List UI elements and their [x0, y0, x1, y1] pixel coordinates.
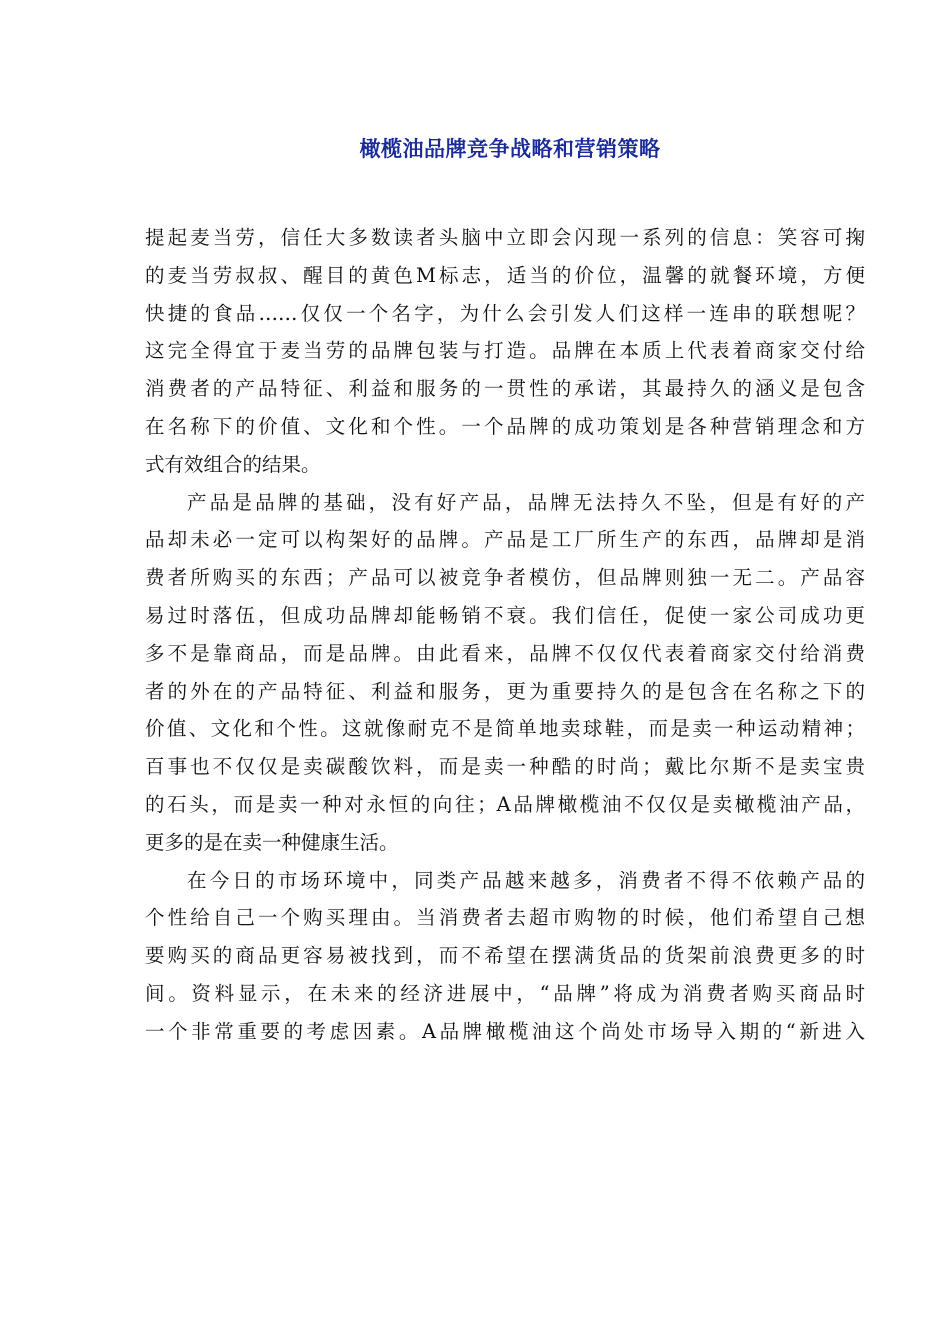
text-line: 费者所购买的东西；产品可以被竞争者模仿，但品牌则独一无二。产品容 [145, 566, 865, 590]
text-line: 消费者的产品特征、利益和服务的一贯性的承诺，其最持久的涵义是包含 [145, 377, 865, 401]
text-line: 提起麦当劳，信任大多数读者头脑中立即会闪现一系列的信息：笑容可掬 [145, 226, 865, 249]
text-line: 间。资料显示，在未来的经济进展中，“品牌”将成为消费者购买商品时 [145, 981, 865, 1005]
text-line: 更多的是在卖一种健康生活。 [145, 830, 399, 854]
text-line: 快捷的食品……仅仅一个名字，为什么会引发人们这样一连串的联想呢？ [145, 301, 865, 325]
text-line: 要购买的商品更容易被找到，而不希望在摆满货品的货架前浪费更多的时 [145, 944, 865, 968]
text-line: 易过时落伍，但成功品牌却能畅销不衰。我们信任，促使一家公司成功更 [145, 603, 865, 627]
text-line: 的麦当劳叔叔、醒目的黄色M标志，适当的价位，温馨的就餐环境，方便 [145, 263, 865, 287]
text-line: 一个非常重要的考虑因素。A品牌橄榄油这个尚处市场导入期的“新进入 [145, 1019, 865, 1043]
text-line: 产品是品牌的基础，没有好产品，品牌无法持久不坠，但是有好的产 [187, 490, 865, 514]
text-line: 者的外在的产品特征、利益和服务，更为重要持久的是包含在名称之下的 [145, 679, 865, 703]
document-body [145, 219, 865, 1051]
document-title: 橄榄油品牌竞争战略和营销策略 [359, 137, 661, 161]
text-line: 多不是靠商品，而是品牌。由此看来，品牌不仅仅代表着商家交付给消费 [145, 641, 865, 665]
text-line: 式有效组合的结果。 [145, 452, 321, 476]
text-line: 这完全得宜于麦当劳的品牌包装与打造。品牌在本质上代表着商家交付给 [145, 339, 865, 363]
text-line: 品却未必一定可以构架好的品牌。产品是工厂所生产的东西，品牌却是消 [145, 528, 865, 552]
text-line: 价值、文化和个性。这就像耐克不是简单地卖球鞋，而是卖一种运动精神； [145, 717, 865, 741]
text-line: 在今日的市场环境中，同类产品越来越多，消费者不得不依赖产品的 [187, 868, 865, 892]
text-line: 百事也不仅仅是卖碳酸饮料，而是卖一种酷的时尚；戴比尔斯不是卖宝贵 [145, 755, 865, 779]
text-line: 的石头，而是卖一种对永恒的向往；A品牌橄榄油不仅仅是卖橄榄油产品， [145, 792, 865, 816]
text-line: 个性给自己一个购买理由。当消费者去超市购物的时候，他们希望自己想 [145, 906, 865, 930]
text-line: 在名称下的价值、文化和个性。一个品牌的成功策划是各种营销理念和方 [145, 414, 865, 438]
